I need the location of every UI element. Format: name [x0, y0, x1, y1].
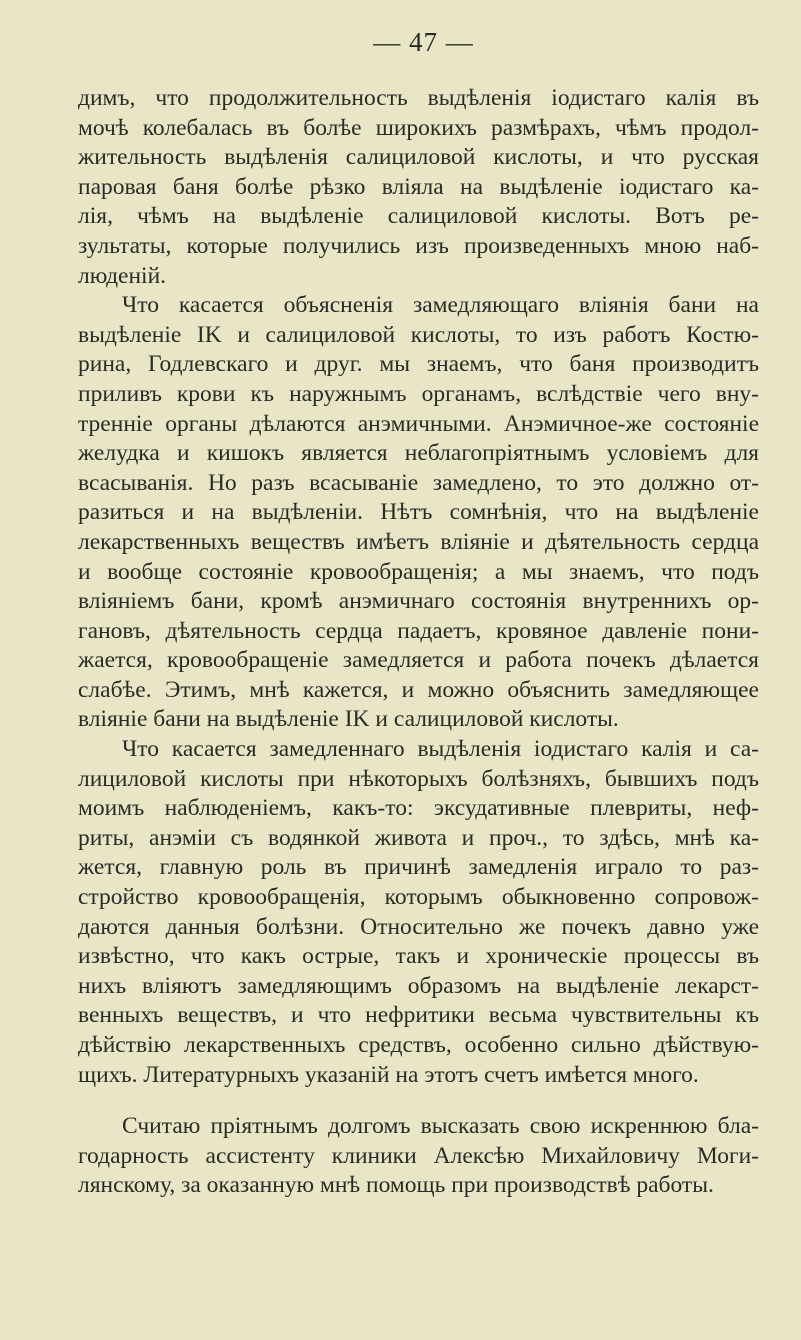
text-line: годарность ассистенту клиники Алексѣю Михайловичу Моги- [78, 1142, 759, 1169]
paragraph [78, 291, 759, 735]
text-line: лициловой кислоты при нѣкоторыхъ болѣзняхъ, бывшихъ подъ [78, 765, 759, 792]
text-line: рина, Годлевскаго и друг. мы знаемъ, что баня производитъ [78, 351, 759, 378]
text-line: вліяніемъ бани, кромѣ анэмичнаго состоянія внутреннихъ ор- [78, 588, 759, 615]
text-line: лія, чѣмъ на выдѣленіе салициловой кислоты. Вотъ ре- [78, 203, 759, 230]
text-line: людeній. [78, 262, 167, 289]
text-line: моимъ наблюденіемъ, какъ-то: эксудативные плевриты, неф- [78, 795, 759, 822]
text-line: извѣстно, что какъ острые, такъ и хроническіе процессы въ [78, 943, 759, 970]
text-line: всасыванія. Но разъ всасываніе замедлено, то это должно от- [78, 469, 759, 496]
text-line: Что касается объясненія замедляющаго вліянія бани на [122, 292, 759, 319]
text-line: Считаю пріятнымъ долгомъ высказать свою искреннюю бла- [122, 1113, 759, 1140]
text-line: лянскому, за оказанную мнѣ помощь при производствѣ работы. [78, 1172, 714, 1199]
text-line: венныхъ веществъ, и что нефритики весьма чувствительны къ [78, 1002, 759, 1029]
page-number: — 47 — [373, 27, 474, 57]
paragraph [78, 84, 759, 291]
text-line: жается, кровообращеніе замедляется и работа почекъ дѣлается [78, 647, 759, 674]
text-line: приливъ крови къ наружнымъ органамъ, вслѣдствіе чего вну- [78, 380, 759, 407]
paragraph [78, 735, 759, 1090]
text-line: лекарственныхъ веществъ имѣетъ вліяніе и дѣятельность сердца [78, 528, 759, 555]
text-line: Что касается замедленнаго выдѣленія іодистаго калія и са- [122, 736, 759, 763]
text-line: разиться и на выдѣленіи. Нѣтъ сомнѣнія, что на выдѣленіе [78, 499, 759, 526]
text-line: выдѣленіе IK и салициловой кислоты, то изъ работъ Костю- [78, 321, 759, 348]
text-line: нихъ вліяютъ замедляющимъ образомъ на выдѣленіе лекарст- [78, 972, 759, 999]
body-text [78, 84, 759, 1201]
text-line: вліяніе бани на выдѣленіе IK и салициловой кислоты. [78, 706, 619, 733]
text-line: димъ, что продолжительность выдѣленія іодистаго калія въ [78, 85, 759, 111]
text-line: жительность выдѣленія салициловой кислоты, и что русская [78, 144, 759, 171]
text-line: риты, анэміи съ водянкой живота и проч., то здѣсь, мнѣ ка- [78, 824, 759, 851]
text-line: жется, главную роль въ причинѣ замедленія играло то раз- [78, 854, 759, 881]
text-line: слабѣе. Этимъ, мнѣ кажется, и можно объяснить замедляющее [78, 676, 759, 703]
text-line: даются данныя болѣзни. Относительно же почекъ давно уже [78, 913, 759, 940]
text-line: щихъ. Литературныхъ указаній на этотъ счетъ имѣется много. [78, 1061, 699, 1088]
text-line: зультаты, которые получились изъ произведенныхъ мною наб- [78, 232, 759, 259]
text-line: тренніе органы дѣлаются анэмичными. Анэмичное-же состояніе [78, 410, 759, 437]
text-line: гановъ, дѣятельность сердца падаетъ, кровяное давленіе пони- [78, 617, 759, 644]
text-line: желудка и кишокъ является неблагопріятнымъ условіемъ для [78, 440, 759, 467]
paragraph [78, 1112, 759, 1201]
text-line: мочѣ колебалась въ болѣе широкихъ размѣрахъ, чѣмъ продол- [78, 114, 759, 141]
text-line: паровая баня болѣе рѣзко вліяла на выдѣленіе іодистаго ка- [78, 173, 759, 200]
text-line: стройство кровообращенія, которымъ обыкновенно сопровож- [78, 884, 759, 911]
text-line: и вообще состояніе кровообращенія; а мы знаемъ, что подъ [78, 558, 759, 585]
text-line: дѣйствію лекарственныхъ средствъ, особенно сильно дѣйствую- [78, 1032, 759, 1058]
